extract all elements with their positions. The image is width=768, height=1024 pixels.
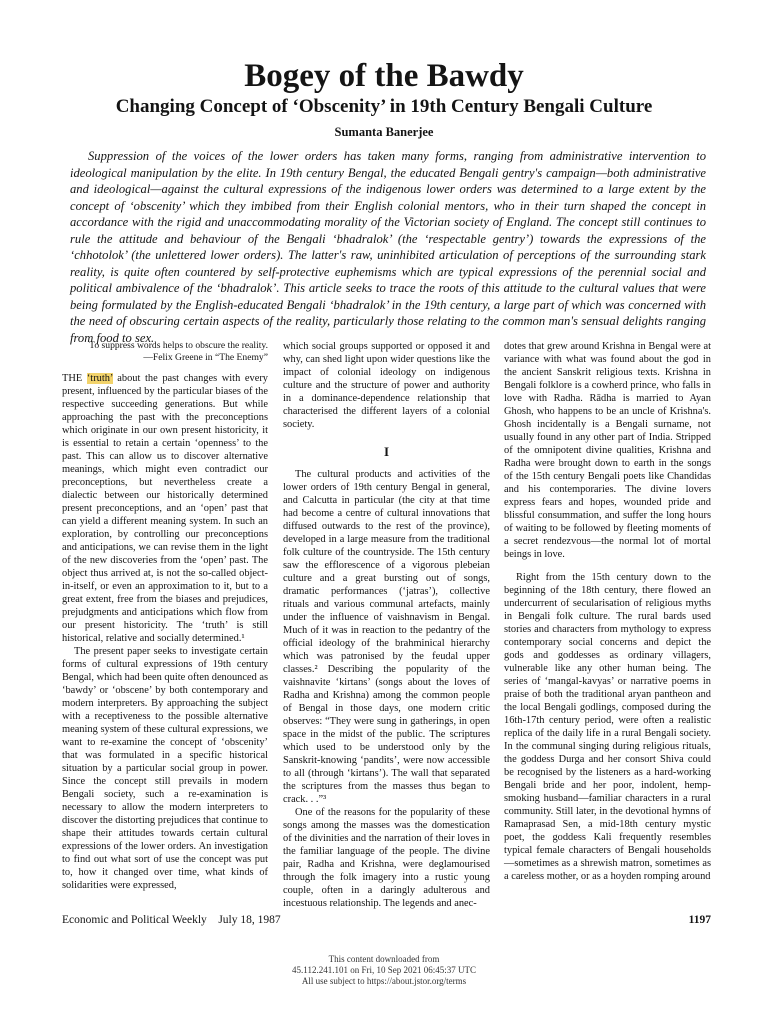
paragraph-text: about the past changes with every present, influenced by the particular biases of the respective succeeding generations. But while approaching the past with the preconceptions which originate in our own present historicity, it is essential to retain a certain ‘openness’ to the past. This can allow us to discover alternative meanings, which might even contradict our preconceptions, but nevertheless create a dialectic between our historically determined present preconceptions, and an ‘open’ past that can yield a different meaning system. In such an exploration, by controlling our preconceptions and anticipations, we can revise them in the light of the new discoveries from the ‘open’ past. The object thus arrived at, is not the so-called object-in-itself, or even an approximation to it, but to a great extent, free from the biases and prejudices, prejudgments and anticipations which flow from our present historicity. The ‘truth’ is still historical, relative and socially determined.¹ bbox=[62, 373, 268, 644]
download-line-2: 45.112.241.101 on Fri, 10 Sep 2021 06:45:37 UTC bbox=[292, 965, 476, 975]
terms-link[interactable]: All use subject to https://about.jstor.org/terms bbox=[301, 976, 467, 986]
lead-word: THE bbox=[62, 373, 83, 384]
journal-footer bbox=[62, 913, 281, 927]
download-line-1: This content downloaded from bbox=[328, 954, 440, 964]
epigraph-attribution: —Felix Greene in “The Enemy” bbox=[143, 352, 268, 363]
body-paragraph: which social groups supported or opposed it and why, can shed light upon wider questions like the impact of colonial ideology on indigenous culture and the structure of power and authority in a dominance-dependence relationship that characterised the different layers of a colonial society. bbox=[283, 341, 490, 430]
body-paragraph: Right from the 15th century down to the beginning of the 18th century, there flowed an undercurrent of secularisation of religious myths in Bengali folk culture. The rural bards used stories and characters from mythology to express contemporary social concerns and depict the gods and goddesses as ordinary villagers, vulnerable like any other human being. The series of ‘mangal-kavyas’ or narrative poems in praise of both the traditional aryan pantheon and the local Bengali godlings, composed during the 16th-17th century period, were often a realistic replica of the daily life in a rural Bengali society. In the communal singing during religious rituals, the goddess Durga and her consort Shiva could be recognised by the listeners as a hard-working Bengali bride and her poor, indolent, hemp-smoking husband—familiar characters in a rural community. Still later, in the devotional hymns of Ramaprasad Sen, a mid-18th century mystic poet, the goddess Kali frequently resembles typical female characters of Bengali households—sometimes as a shrewish matron, sometimes as a careless mother, or as a hoyden romping around bbox=[504, 572, 711, 882]
body-paragraph bbox=[62, 372, 268, 645]
author-name: Sumanta Banerjee bbox=[334, 125, 434, 139]
body-paragraph: The cultural products and activities of the lower orders of 19th century Bengal in general, and Calcutta in particular (the city at that time had become a centre of cultural innovations that diffused outwards to the rest of the province), developed in a large measure from the traditional folk culture of the countryside. The 15th century saw the efflorescence of a vigorous plebeian culture and a great bursting out of songs, dramatic performances (‘jatras’), collective rituals and various communal artefacts, mainly under the influence of vaishnavism in Bengal. Much of it was in reaction to the pedantry of the official ideology of the brahminical hierarchy which was patronised by the feudal upper classes.² Describing the popularity of the vaishnavite ‘kirtans’ (songs about the loves of Radha and Krishna) among the common people of Bengal in those days, one modern critic observes: “They were sung in gatherings, in open space in the midst of the public. The scriptures which used to be understood only by the Sanskrit-knowing ‘pandits’, were now accessible to all (through ‘kirtans’). The wall that separated the scriptures from the masses thus began to crack. . .”³ bbox=[283, 469, 490, 805]
epigraph bbox=[62, 340, 268, 364]
column-2 bbox=[283, 340, 490, 909]
body-paragraph: The present paper seeks to investigate certain forms of cultural expressions of 19th century Bengal, which had been quite often denounced as ‘bawdy’ or ‘obscene’ by both contemporary and modern interpreters. By approaching the subject with a receptiveness to the possible alternative meaning system of these cultural expressions, we want to re-examine the concept of ‘obscenity’ that was formulated in a specific historical situation by a particular social group in power. Since the concept still prevails in modern Bengali society, such a re-examination is necessary to allow the modern interpreters to discover the distorting prejudices that continue to shape their attitudes towards certain cultural expressions of the lower orders. An investigation to find out what sort of use the concept was put to, how it changed over time, what kinds of solidarities were expressed, bbox=[62, 646, 269, 891]
section-heading: I bbox=[383, 444, 390, 459]
journal-name: Economic and Political Weekly bbox=[62, 914, 207, 926]
page-number: 1197 bbox=[688, 914, 711, 926]
article-title: Bogey of the Bawdy bbox=[244, 58, 524, 94]
body-paragraph: One of the reasons for the popularity of these songs among the masses was the domestication of the divinities and the narration of their loves in the familiar language of the people. The divine pair, Radha and Krishna, were deglamourised through the folk imagery into a rustic young couple, often in a daringly adulterous and incestuous relationship. The legends and anec- bbox=[283, 807, 490, 909]
epigraph-quote: To suppress words helps to obscure the reality. bbox=[89, 340, 268, 351]
column-3 bbox=[504, 340, 711, 880]
download-notice bbox=[0, 954, 768, 987]
article-subtitle: Changing Concept of ‘Obscenity’ in 19th Century Bengali Culture bbox=[115, 96, 653, 117]
body-paragraph: dotes that grew around Krishna in Bengal were at variance with what was found about the god in the ancient Sanskrit religious texts. Krishna in Bengali folklore is a cowherd prince, who falls in love with Radha. Rādha is married to Ayan Ghosh, who happens to be an uncle of Krishna's. Ghosh incidentally is a Bengali surname, not usually found in any other part of India. Stripped of the omnipotent divine qualities, Krishna and Radha were brought down to earth in the songs of the 15th century Bengali poets like Chandidas and his contemporaries. The divine lovers express fears and hopes, wounded pride and blissful consummation, and suffer the long hours of waiting to be followed by fleeting moments of a secret rendezvous—the normal lot of mortal beings in love. bbox=[504, 341, 711, 560]
column-1 bbox=[62, 340, 269, 891]
issue-date: July 18, 1987 bbox=[218, 914, 281, 926]
highlighted-word: ‘truth’ bbox=[86, 373, 113, 384]
abstract: Suppression of the voices of the lower orders has taken many forms, ranging from administrative intervention to ideological manipulation by the elite. In 19th century Bengal, the educated Bengali gentry's campaign—both administrative and ideological—against the cultural expressions of the indigenous lower orders was determined to a large extent by the concept of ‘obscenity’ which they imbibed from their English colonial mentors, who in their turn shaped the concept in accordance with the rigid and unaccommodating morality of the Victorian society of England. The concept still continues to rule the attitude and behaviour of the Bengali ‘bhadralok’ (the ‘respectable gentry’) towards the expressions of the ‘chhotolok’ (the unlettered lower orders). The latter's raw, uninhibited articulation of perceptions of the surrounding stark reality, is quite often countered by self-protective euphemisms which are typical expressions of the perennial social and political ambivalence of the ‘bhadralok’. This article seeks to trace the roots of this attitude to the cultural values that were being formulated by the English-educated Bengali ‘bhadralok’ in the 19th century, a large part of which was concerned with the need of obscuring certain aspects of the reality, particularly those relating to the common man's sensual delights ranging from food to sex. bbox=[70, 149, 706, 345]
